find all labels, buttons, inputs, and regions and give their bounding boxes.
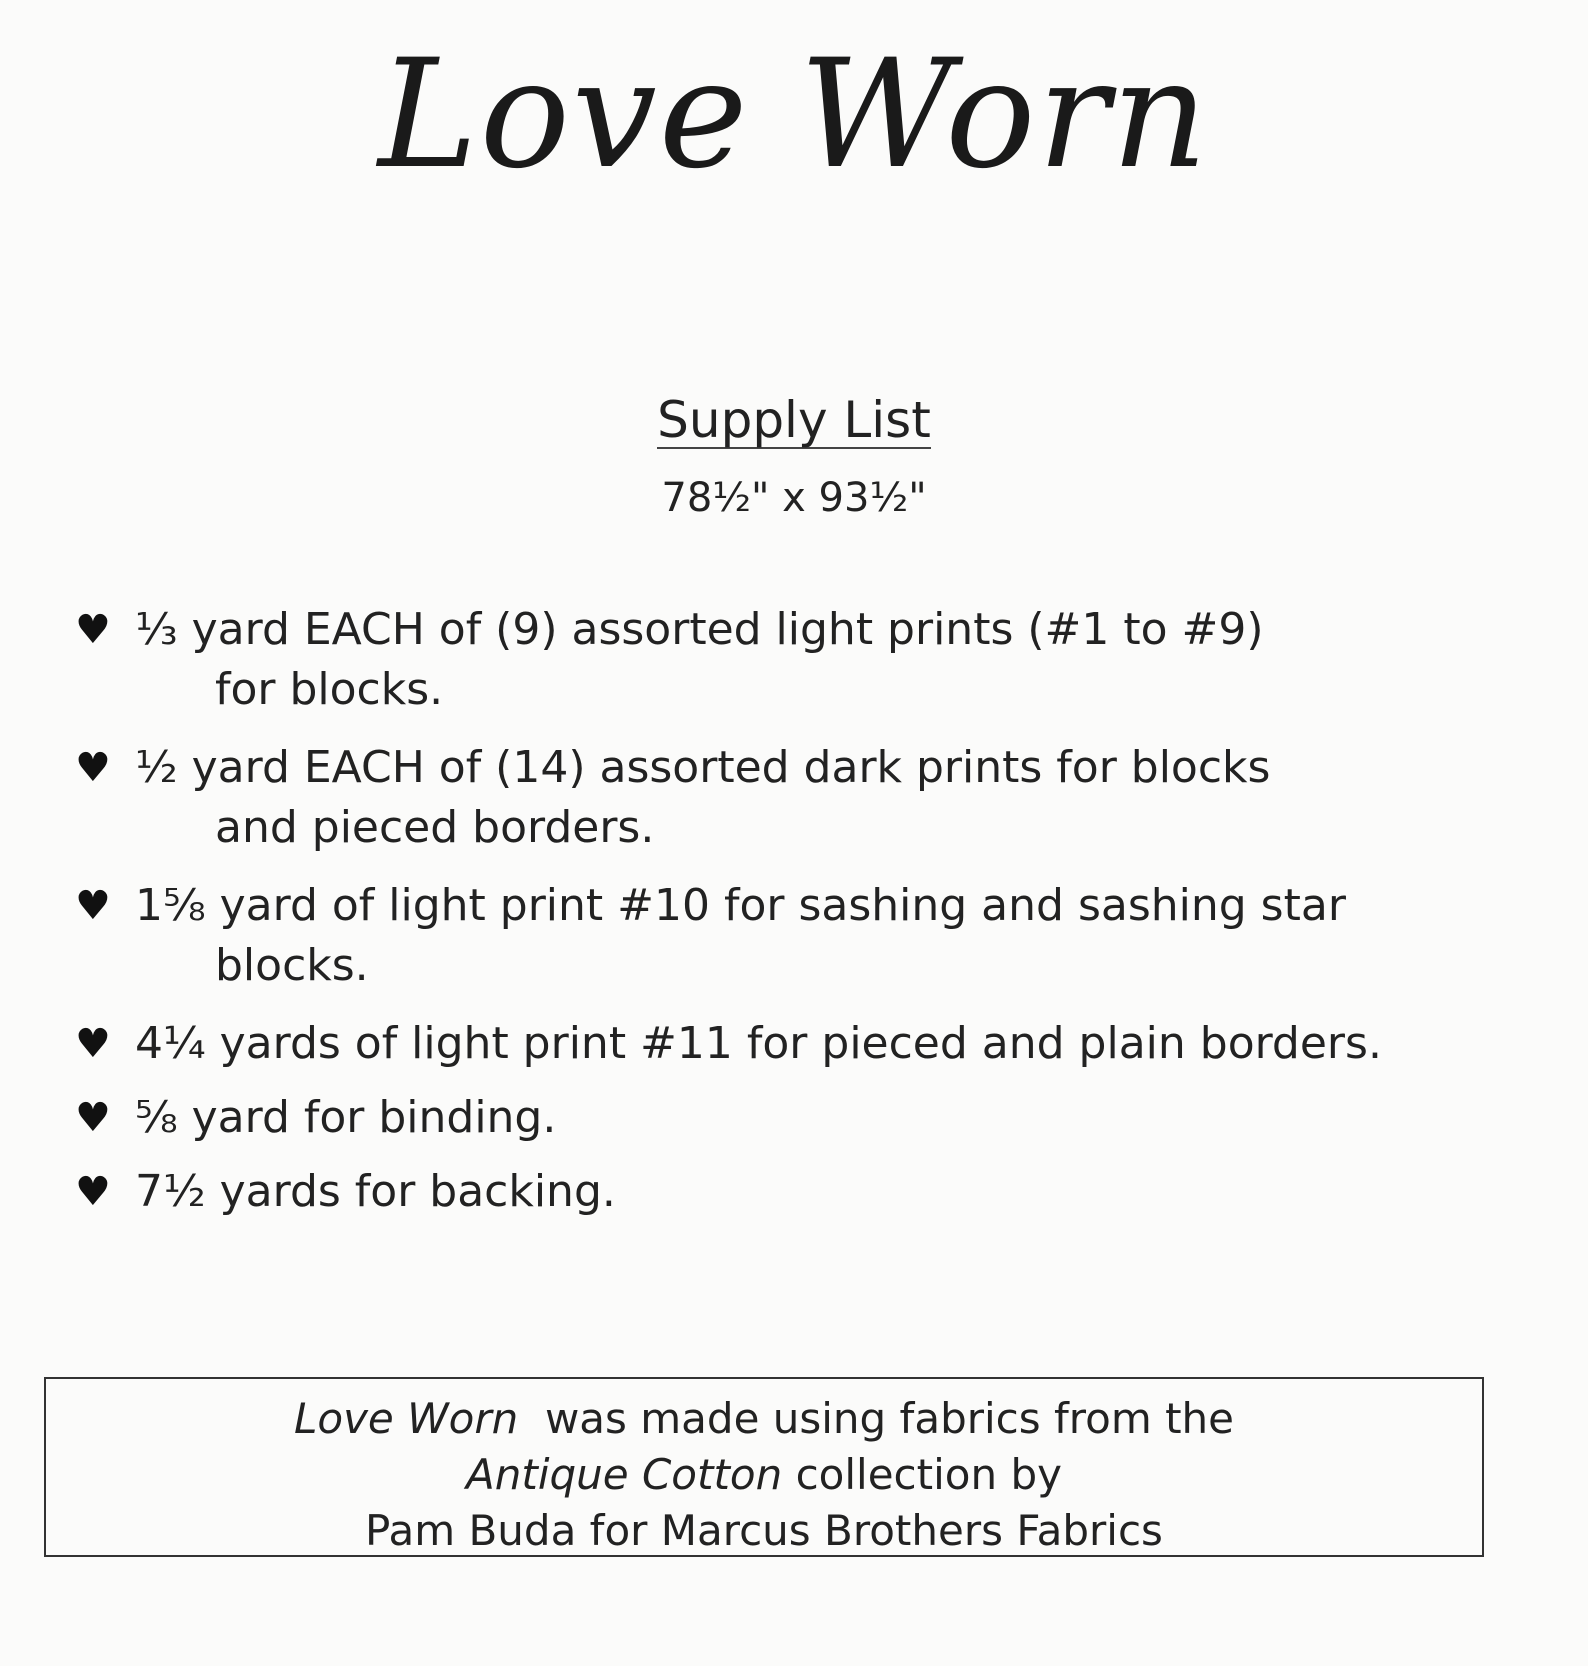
list-item-continuation: and pieced borders. [215, 802, 655, 853]
heart-bullet-icon: ♥ [75, 1021, 111, 1067]
list-item [75, 1088, 1475, 1148]
list-item [75, 600, 1475, 720]
credit-line-1 [46, 1391, 1482, 1447]
quilt-dimensions: 78½" x 93½" [661, 475, 927, 521]
list-item-continuation: for blocks. [215, 664, 444, 715]
heart-bullet-icon: ♥ [75, 1095, 111, 1141]
heart-bullet-icon: ♥ [75, 745, 111, 791]
credit-text-1: was made using fabrics from the [544, 1394, 1235, 1443]
list-item [75, 1014, 1475, 1074]
heart-bullet-icon: ♥ [75, 607, 111, 653]
list-item-text: 7½ yards for backing. [135, 1166, 616, 1217]
list-item [75, 738, 1475, 858]
supply-list-heading-text: Supply List [657, 391, 931, 449]
list-item-text: 1⅝ yard of light print #10 for sashing and sashing star [135, 880, 1346, 931]
list-item-continuation: blocks. [215, 940, 369, 991]
list-item-text: ⅓ yard EACH of (9) assorted light prints (#1 to #9) [135, 604, 1264, 655]
heart-bullet-icon: ♥ [75, 1169, 111, 1215]
list-item-text: ½ yard EACH of (14) assorted dark prints for blocks [135, 742, 1271, 793]
list-item-text: 4¼ yards of light print #11 for pieced and plain borders. [135, 1018, 1382, 1069]
credit-pattern-name: Love Worn [293, 1394, 519, 1443]
credit-text-2: collection by [795, 1450, 1062, 1499]
credit-line-2 [46, 1447, 1482, 1503]
fabric-credit-box [44, 1377, 1484, 1557]
supply-list-heading [0, 391, 1588, 449]
list-item-text: ⅝ yard for binding. [135, 1092, 557, 1143]
list-item [75, 1162, 1475, 1222]
page-title: Love Worn [378, 28, 1210, 202]
supply-list [75, 600, 1475, 1236]
heart-bullet-icon: ♥ [75, 883, 111, 929]
credit-line-3: Pam Buda for Marcus Brothers Fabrics [365, 1506, 1163, 1555]
credit-collection-name: Antique Cotton [466, 1450, 783, 1499]
list-item [75, 876, 1475, 996]
